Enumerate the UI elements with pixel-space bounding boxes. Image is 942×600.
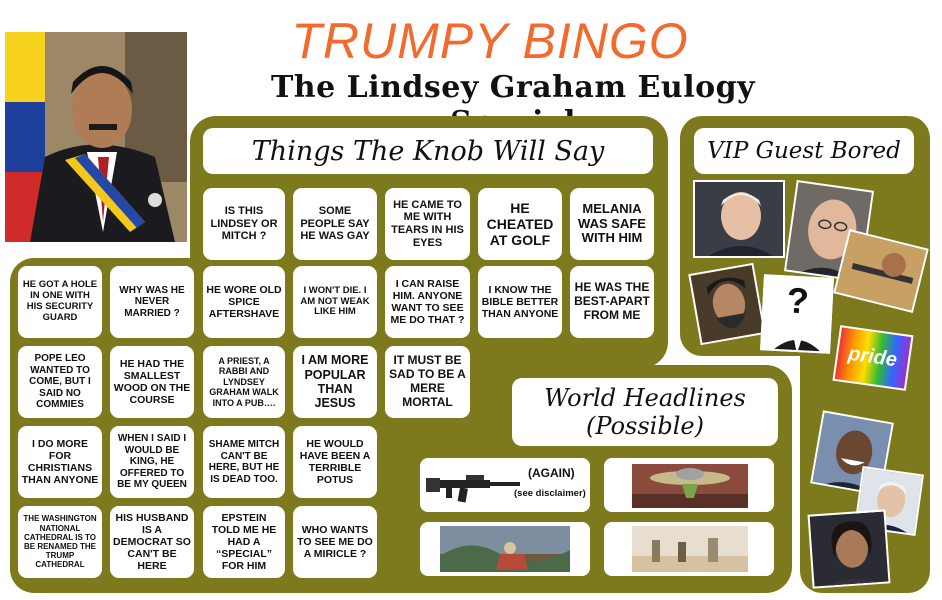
bingo-card[interactable]: HE CHEATED AT GOLF xyxy=(478,188,562,260)
page-subtitle: The Lindsey Graham Eulogy xyxy=(270,70,756,105)
vip-photo-4 xyxy=(688,263,766,345)
vip-photo-7 xyxy=(808,509,891,588)
bingo-card[interactable]: IT MUST BE SAD TO BE A MERE MORTAL xyxy=(385,346,470,418)
bingo-card[interactable]: I DO MORE FOR CHRISTIANS THAN ANYONE xyxy=(18,426,102,498)
headline-tile-painting[interactable] xyxy=(420,522,590,576)
bingo-card[interactable]: HIS HUSBAND IS A DEMOCRAT SO CAN'T BE HERE xyxy=(110,506,194,578)
painting-image xyxy=(440,526,570,572)
headline-tile-ufo[interactable] xyxy=(604,458,774,512)
bingo-card[interactable]: POPE LEO WANTED TO COME, BUT I SAID NO COMMIES xyxy=(18,346,102,418)
bingo-card[interactable]: MELANIA WAS SAFE WITH HIM xyxy=(570,188,654,260)
bingo-card[interactable]: I AM MORE POPULAR THAN JESUS xyxy=(293,346,377,418)
main-panel-header xyxy=(203,128,653,174)
vip-photo-1 xyxy=(693,180,785,258)
bingo-card[interactable]: I KNOW THE BIBLE BETTER THAN ANYONE xyxy=(478,266,562,338)
bingo-card[interactable]: HE WAS THE BEST-APART FROM ME xyxy=(570,266,654,338)
bingo-card[interactable]: HE CAME TO ME WITH TEARS IN HIS EYES xyxy=(385,188,470,260)
bingo-card[interactable]: HE HAD THE SMALLEST WOOD ON THE COURSE xyxy=(110,346,194,418)
desert-image xyxy=(632,526,748,572)
pride-text: pride xyxy=(846,342,899,372)
bingo-card[interactable]: THE WASHINGTON NATIONAL CATHEDRAL IS TO BE RENAMED THE TRUMP CATHEDRAL xyxy=(18,506,102,578)
vip-panel-header xyxy=(694,128,914,174)
headlines-header-line2: (Possible) xyxy=(586,412,704,440)
ufo-image xyxy=(632,464,748,508)
portrait-photo xyxy=(5,32,187,242)
headline-disclaimer-text: (see disclaimer) xyxy=(514,488,586,499)
headlines-header-line1: World Headlines xyxy=(544,384,746,412)
bingo-card[interactable]: HE WORE OLD SPICE AFTERSHAVE xyxy=(203,266,285,338)
headlines-panel-header xyxy=(512,378,778,446)
portrait-illustration xyxy=(5,32,187,242)
mystery-question-mark: ? xyxy=(785,279,810,322)
bingo-card[interactable]: WHO WANTS TO SEE ME DO A MIRICLE ? xyxy=(293,506,377,578)
headline-tile-rifle[interactable] xyxy=(420,458,590,512)
bingo-card[interactable]: IS THIS LINDSEY OR MITCH ? xyxy=(203,188,285,260)
bingo-card[interactable]: I CAN RAISE HIM. ANYONE WANT TO SEE ME DO THAT ? xyxy=(385,266,470,338)
bingo-card[interactable]: HE WOULD HAVE BEEN A TERRIBLE POTUS xyxy=(293,426,377,498)
bingo-card[interactable]: HE GOT A HOLE IN ONE WITH HIS SECURITY GUARD xyxy=(18,266,102,338)
headline-again-text: (AGAIN) xyxy=(528,466,575,480)
vip-photo-mystery xyxy=(760,274,834,354)
headline-tile-desert[interactable] xyxy=(604,522,774,576)
bingo-card[interactable]: I WON'T DIE. I AM NOT WEAK LIKE HIM xyxy=(293,266,377,338)
bingo-card[interactable]: SHAME MITCH CAN'T BE HERE, BUT HE IS DEAD TOO. xyxy=(203,426,285,498)
bingo-card[interactable]: WHY WAS HE NEVER MARRIED ? xyxy=(110,266,194,338)
bingo-card[interactable]: A PRIEST, A RABBI AND LYNDSEY GRAHAM WALK INTO A PUB…. xyxy=(203,346,285,418)
rifle-icon xyxy=(426,470,522,504)
main-panel-header-text: Things The Knob Will Say xyxy=(251,135,605,167)
vip-panel-header-text: VIP Guest Bored xyxy=(707,138,901,164)
bingo-card[interactable]: EPSTEIN TOLD ME HE HAD A “SPECIAL” FOR HIM xyxy=(203,506,285,578)
vip-photo-pride xyxy=(832,325,913,391)
bingo-card[interactable]: WHEN I SAID I WOULD BE KING, HE OFFERED TO BE MY QUEEN xyxy=(110,426,194,498)
page-title: TRUMPY BINGO xyxy=(291,13,689,69)
bingo-card[interactable]: SOME PEOPLE SAY HE WAS GAY xyxy=(293,188,377,260)
